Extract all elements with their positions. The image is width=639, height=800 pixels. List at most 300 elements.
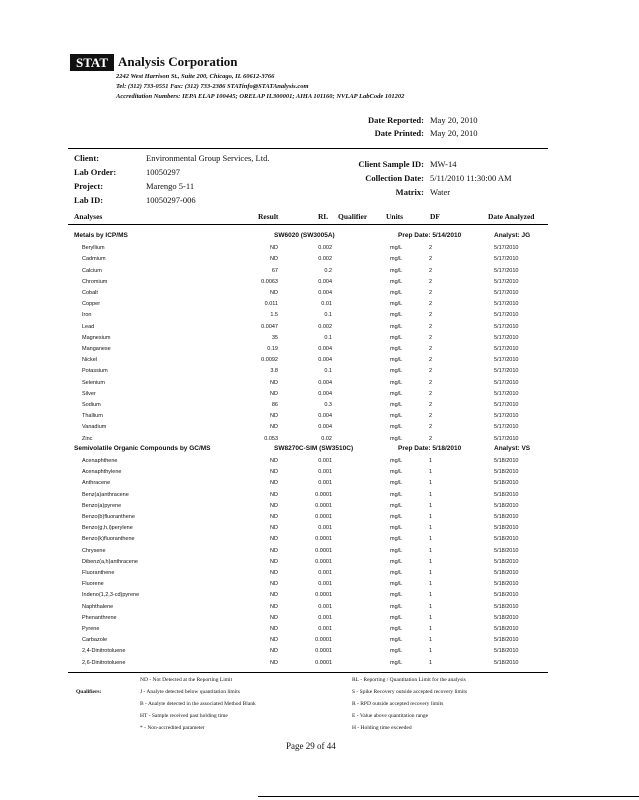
rl-value: 0.0001: [315, 536, 332, 543]
analyte-name: Benzo(b)fluoranthene: [82, 514, 135, 520]
df-value: 1: [429, 502, 433, 509]
units-value: mg/L: [390, 581, 403, 588]
rl-value: 0.0001: [315, 514, 332, 520]
rl-value: 0.001: [318, 570, 332, 576]
df-value: 1: [429, 514, 433, 520]
table-row: [0, 602, 639, 613]
rl-value: 0.001: [318, 525, 332, 532]
df-value: 2: [429, 278, 433, 285]
result-value: ND: [270, 570, 278, 576]
section-method: SW8270C-SIM (SW3510C): [274, 444, 354, 452]
units-value: mg/L: [390, 267, 403, 274]
table-row: [0, 478, 639, 489]
result-value: 0.19: [267, 346, 278, 352]
table-row: [0, 389, 639, 400]
units-value: mg/L: [390, 323, 403, 330]
table-row: [0, 568, 639, 579]
analyte-name: Cobalt: [82, 290, 98, 296]
rl-value: 0.0001: [315, 547, 332, 554]
section-prep-date: Prep Date: 5/18/2010: [398, 444, 462, 452]
table-row: [0, 546, 639, 557]
rl-value: 0.0001: [315, 558, 332, 565]
qualifier-right-0: RL - Reporting / Quantitation Limit for the analysis: [352, 677, 466, 683]
stat-logo: STAT: [70, 54, 114, 71]
qualifier-left-2: B - Analyte detected in the associated Method Blank: [140, 701, 256, 707]
units-value: mg/L: [390, 368, 403, 375]
result-value: ND: [270, 603, 278, 610]
table-row: [0, 366, 639, 377]
rl-value: 0.004: [318, 278, 332, 285]
units-value: mg/L: [390, 514, 403, 520]
rl-value: 0.0001: [315, 502, 332, 509]
df-value: 2: [429, 435, 433, 442]
table-row: [0, 322, 639, 333]
df-value: 1: [429, 469, 433, 476]
header-rule: [68, 148, 548, 149]
date-analyzed-value: 5/18/2010: [494, 536, 519, 543]
df-value: 2: [429, 256, 433, 263]
page-number: Page 29 of 44: [286, 741, 336, 751]
date-reported: May 20, 2010: [430, 115, 478, 125]
analyte-name: Benz(a)anthracene: [82, 491, 129, 498]
df-value: 2: [429, 390, 433, 397]
matrix-value: Water: [430, 187, 451, 197]
units-value: mg/L: [390, 502, 403, 509]
df-value: 1: [429, 648, 433, 655]
analyte-name: Cadmium: [82, 256, 106, 263]
project-value: Marengo 5-11: [146, 181, 195, 191]
result-value: ND: [270, 558, 278, 565]
units-value: mg/L: [390, 637, 403, 644]
section-header: [0, 232, 639, 243]
date-analyzed-value: 5/17/2010: [494, 290, 519, 296]
rl-value: 0.001: [318, 458, 332, 464]
analyte-name: Chromium: [82, 278, 108, 285]
analyte-name: Vanadium: [82, 424, 107, 431]
analyte-name: Fluorene: [82, 581, 104, 588]
analyte-name: Potassium: [82, 368, 108, 375]
units-value: mg/L: [390, 402, 403, 408]
rl-value: 0.3: [324, 402, 332, 408]
units-value: mg/L: [390, 379, 403, 386]
analyte-name: Iron: [82, 312, 92, 319]
rl-value: 0.004: [318, 424, 332, 431]
lab-order-label: Lab Order:: [74, 167, 117, 177]
units-value: mg/L: [390, 413, 403, 420]
analyte-name: Acenaphthylene: [82, 469, 122, 476]
analyte-name: Acenaphthene: [82, 458, 118, 464]
units-value: mg/L: [390, 558, 403, 565]
rl-value: 0.002: [318, 323, 332, 330]
date-analyzed-value: 5/18/2010: [494, 603, 519, 610]
df-value: 2: [429, 346, 433, 352]
result-value: 0.011: [264, 301, 278, 308]
qualifier-left-0: ND - Not Detected at the Reporting Limit: [140, 677, 233, 683]
lab-order-value: 10050297: [146, 167, 180, 177]
units-value: mg/L: [390, 435, 403, 442]
table-row: [0, 333, 639, 344]
df-value: 2: [429, 312, 433, 319]
qualifier-right-3: E - Value above quantitation range: [352, 713, 429, 719]
result-value: ND: [270, 379, 278, 386]
rl-value: 0.0001: [315, 491, 332, 498]
collection-date-label: Collection Date:: [365, 173, 424, 183]
rl-value: 0.002: [318, 256, 332, 263]
units-value: mg/L: [390, 547, 403, 554]
rl-value: 0.001: [318, 469, 332, 476]
result-value: ND: [270, 514, 278, 520]
units-value: mg/L: [390, 570, 403, 576]
rl-value: 0.0001: [315, 592, 332, 599]
analyte-name: Chrysene: [82, 547, 106, 554]
table-row: [0, 501, 639, 512]
rl-value: 0.002: [318, 245, 332, 252]
df-value: 2: [429, 245, 433, 252]
units-value: mg/L: [390, 491, 403, 498]
bottom-scan-rule: [258, 796, 639, 797]
table-row: [0, 355, 639, 366]
table-row: [0, 557, 639, 568]
units-value: mg/L: [390, 536, 403, 543]
units-value: mg/L: [390, 648, 403, 655]
date-analyzed-value: 5/17/2010: [494, 245, 519, 252]
qualifier-right-4: H - Holding time exceeded: [352, 725, 412, 731]
units-value: mg/L: [390, 659, 403, 666]
col-analyses: Analyses: [74, 212, 103, 221]
date-analyzed-value: 5/18/2010: [494, 480, 519, 487]
df-value: 1: [429, 603, 433, 610]
table-row: [0, 254, 639, 265]
date-printed-label: Date Printed:: [374, 128, 424, 138]
rl-value: 0.004: [318, 357, 332, 364]
analyte-name: Sodium: [82, 402, 101, 408]
qualifier-right-1: S - Spike Recovery outside accepted recovery limits: [352, 689, 468, 695]
df-value: 2: [429, 301, 433, 308]
company-name: Analysis Corporation: [118, 54, 238, 69]
analyte-name: Naphthalene: [82, 603, 114, 610]
matrix-label: Matrix:: [395, 187, 424, 197]
result-value: ND: [270, 491, 278, 498]
col-rl: RL: [318, 212, 329, 221]
table-row: [0, 512, 639, 523]
df-value: 1: [429, 570, 433, 576]
section-method: SW6020 (SW3005A): [274, 232, 335, 239]
rl-value: 0.001: [318, 614, 332, 621]
section-title: Metals by ICP/MS: [74, 232, 128, 239]
units-value: mg/L: [390, 334, 403, 341]
date-analyzed-value: 5/17/2010: [494, 312, 519, 319]
table-row: [0, 590, 639, 601]
result-value: ND: [270, 547, 278, 554]
date-analyzed-value: 5/18/2010: [494, 570, 519, 576]
units-value: mg/L: [390, 603, 403, 610]
date-analyzed-value: 5/17/2010: [494, 256, 519, 263]
df-value: 2: [429, 379, 433, 386]
units-value: mg/L: [390, 357, 403, 364]
qualifier-left-3: HT - Sample received past holding time: [140, 713, 228, 719]
date-analyzed-value: 5/18/2010: [494, 659, 519, 666]
result-value: ND: [270, 525, 278, 532]
df-value: 1: [429, 659, 433, 666]
analyte-name: Pyrene: [82, 626, 100, 632]
result-value: ND: [270, 290, 278, 296]
date-analyzed-value: 5/17/2010: [494, 346, 519, 352]
date-analyzed-value: 5/18/2010: [494, 558, 519, 565]
result-value: ND: [270, 592, 278, 599]
date-analyzed-value: 5/17/2010: [494, 413, 519, 420]
result-value: 0.0092: [261, 357, 278, 364]
units-value: mg/L: [390, 256, 403, 263]
result-value: 67: [271, 267, 278, 274]
analyte-name: Nickel: [82, 357, 97, 364]
table-row: [0, 456, 639, 467]
rl-value: 0.0001: [315, 648, 332, 655]
table-row: [0, 422, 639, 433]
qualifiers-label: Qualifiers:: [76, 689, 102, 695]
table-row: [0, 467, 639, 478]
analyte-name: Anthracene: [82, 480, 111, 487]
units-value: mg/L: [390, 626, 403, 632]
units-value: mg/L: [390, 424, 403, 431]
table-row: [0, 400, 639, 411]
analyte-name: Carbazole: [82, 637, 108, 644]
result-value: ND: [270, 245, 278, 252]
result-value: ND: [270, 626, 278, 632]
company-address: 2242 West Harrison St., Suite 200, Chicago, IL 60612-3766: [116, 73, 275, 80]
analyte-name: Benzo(g,h,i)perylene: [82, 525, 133, 532]
table-row: [0, 658, 639, 669]
table-row: [0, 624, 639, 635]
analyte-name: Phenanthrene: [82, 614, 117, 621]
units-value: mg/L: [390, 290, 403, 296]
table-row: [0, 277, 639, 288]
date-analyzed-value: 5/18/2010: [494, 514, 519, 520]
date-analyzed-value: 5/17/2010: [494, 357, 519, 364]
company-contact: Tel: (312) 733-0551 Fax: (312) 733-2386 STATinfo@STATAnalysis.com: [116, 83, 309, 90]
result-value: ND: [270, 536, 278, 543]
collection-date-value: 5/11/2010 11:30:00 AM: [430, 173, 512, 183]
units-value: mg/L: [390, 312, 403, 319]
rl-value: 0.01: [321, 301, 332, 308]
analyte-name: Fluoranthene: [82, 570, 115, 576]
table-row: [0, 310, 639, 321]
date-analyzed-value: 5/17/2010: [494, 402, 519, 408]
units-value: mg/L: [390, 301, 403, 308]
df-value: 1: [429, 480, 433, 487]
units-value: mg/L: [390, 480, 403, 487]
result-value: ND: [270, 659, 278, 666]
rl-value: 0.1: [324, 368, 332, 375]
section-title: Semivolatile Organic Compounds by GC/MS: [74, 444, 211, 452]
date-analyzed-value: 5/18/2010: [494, 626, 519, 632]
table-row: [0, 266, 639, 277]
df-value: 2: [429, 323, 433, 330]
col-result: Result: [258, 212, 279, 221]
table-row: [0, 344, 639, 355]
date-analyzed-value: 5/18/2010: [494, 469, 519, 476]
result-value: ND: [270, 390, 278, 397]
table-row: [0, 635, 639, 646]
col-qualifier: Qualifier: [338, 212, 368, 221]
rl-value: 0.02: [321, 435, 332, 442]
units-value: mg/L: [390, 469, 403, 476]
rl-value: 0.004: [318, 413, 332, 420]
lab-id-value: 10050297-006: [146, 195, 196, 205]
df-value: 1: [429, 558, 433, 565]
date-reported-label: Date Reported:: [368, 115, 424, 125]
date-analyzed-value: 5/18/2010: [494, 614, 519, 621]
result-value: 0.0063: [261, 278, 278, 285]
analyte-name: Thallium: [82, 413, 103, 420]
project-label: Project:: [74, 181, 104, 191]
date-analyzed-value: 5/18/2010: [494, 637, 519, 644]
units-value: mg/L: [390, 614, 403, 621]
units-value: mg/L: [390, 278, 403, 285]
table-row: [0, 243, 639, 254]
rl-value: 0.004: [318, 346, 332, 352]
result-value: ND: [270, 581, 278, 588]
df-value: 1: [429, 626, 433, 632]
analyte-name: Zinc: [82, 435, 93, 442]
table-row: [0, 288, 639, 299]
analyte-name: Manganese: [82, 346, 111, 352]
result-value: 1.5: [270, 312, 278, 319]
df-value: 2: [429, 290, 433, 296]
date-analyzed-value: 5/17/2010: [494, 390, 519, 397]
analyte-name: Beryllium: [82, 245, 105, 252]
df-value: 2: [429, 424, 433, 431]
table-row: [0, 378, 639, 389]
df-value: 1: [429, 581, 433, 588]
col-units: Units: [386, 212, 404, 221]
date-analyzed-value: 5/18/2010: [494, 648, 519, 655]
table-row: [0, 434, 639, 445]
table-row: [0, 646, 639, 657]
date-analyzed-value: 5/18/2010: [494, 592, 519, 599]
result-value: ND: [270, 413, 278, 420]
result-value: 86: [271, 402, 278, 408]
result-value: ND: [270, 648, 278, 655]
result-value: 35: [271, 334, 278, 341]
date-printed: May 20, 2010: [430, 128, 478, 138]
section-header: [0, 445, 639, 456]
column-header-rule: [68, 224, 548, 225]
section-analyst: Analyst: VS: [494, 444, 531, 452]
df-value: 2: [429, 368, 433, 375]
table-row: [0, 613, 639, 624]
result-value: ND: [270, 614, 278, 621]
date-analyzed-value: 5/18/2010: [494, 458, 519, 464]
result-value: ND: [270, 458, 278, 464]
date-analyzed-value: 5/18/2010: [494, 547, 519, 554]
result-value: ND: [270, 637, 278, 644]
df-value: 1: [429, 547, 433, 554]
analyte-name: 2,6-Dinitrotoluene: [82, 659, 126, 666]
date-analyzed-value: 5/17/2010: [494, 379, 519, 386]
accreditation-numbers: Accreditation Numbers: IEPA ELAP 100445; ORELAP IL300001; AIHA 101160; NVLAP LabCode 101202: [116, 93, 405, 100]
rl-value: 0.1: [324, 312, 332, 319]
rl-value: 0.1: [324, 334, 332, 341]
result-value: ND: [270, 424, 278, 431]
result-value: ND: [270, 469, 278, 476]
analyte-name: Magnesium: [82, 334, 111, 341]
rl-value: 0.004: [318, 290, 332, 296]
client-value: Environmental Group Services, Ltd.: [146, 153, 270, 163]
rl-value: 0.001: [318, 581, 332, 588]
df-value: 2: [429, 267, 433, 274]
date-analyzed-value: 5/18/2010: [494, 581, 519, 588]
result-value: 0.053: [264, 435, 278, 442]
df-value: 1: [429, 491, 433, 498]
qualifier-left-4: * - Non-accredited parameter: [140, 725, 205, 731]
date-analyzed-value: 5/17/2010: [494, 424, 519, 431]
rl-value: 0.001: [318, 480, 332, 487]
rl-value: 0.001: [318, 626, 332, 632]
footer-rule: [68, 672, 548, 673]
rl-value: 0.0001: [315, 637, 332, 644]
date-analyzed-value: 5/17/2010: [494, 368, 519, 375]
table-row: [0, 411, 639, 422]
result-value: 3.8: [270, 368, 278, 375]
result-value: 0.0047: [261, 323, 278, 330]
date-analyzed-value: 5/18/2010: [494, 491, 519, 498]
rl-value: 0.004: [318, 390, 332, 397]
df-value: 1: [429, 637, 433, 644]
date-analyzed-value: 5/17/2010: [494, 323, 519, 330]
sample-id-value: MW-14: [430, 159, 457, 169]
units-value: mg/L: [390, 390, 403, 397]
date-analyzed-value: 5/18/2010: [494, 525, 519, 532]
col-df: DF: [430, 212, 440, 221]
analyte-name: Benzo(k)fluoranthene: [82, 536, 135, 543]
result-value: ND: [270, 480, 278, 487]
qualifier-right-2: R - RPD outside accepted recovery limits: [352, 701, 444, 707]
analyte-name: Benzo(a)pyrene: [82, 502, 122, 509]
df-value: 1: [429, 614, 433, 621]
rl-value: 0.0001: [315, 659, 332, 666]
rl-value: 0.2: [324, 267, 332, 274]
analyte-name: Dibenz(a,h)anthracene: [82, 558, 138, 565]
units-value: mg/L: [390, 525, 403, 532]
analyte-name: Calcium: [82, 267, 102, 274]
date-analyzed-value: 5/17/2010: [494, 334, 519, 341]
units-value: mg/L: [390, 592, 403, 599]
date-analyzed-value: 5/17/2010: [494, 267, 519, 274]
df-value: 2: [429, 413, 433, 420]
df-value: 2: [429, 402, 433, 408]
table-row: [0, 299, 639, 310]
table-row: [0, 523, 639, 534]
rl-value: 0.001: [318, 603, 332, 610]
analyte-name: 2,4-Dinitrotoluene: [82, 648, 126, 655]
df-value: 1: [429, 592, 433, 599]
col-date-analyzed: Date Analyzed: [488, 212, 535, 221]
result-value: ND: [270, 256, 278, 263]
sample-id-label: Client Sample ID:: [358, 159, 424, 169]
analyte-name: Silver: [82, 390, 96, 397]
analyte-name: Selenium: [82, 379, 105, 386]
qualifier-left-1: J - Analyte detected below quantitation limits: [140, 689, 240, 695]
lab-id-label: Lab ID:: [74, 195, 104, 205]
analyte-name: Lead: [82, 323, 95, 330]
date-analyzed-value: 5/17/2010: [494, 301, 519, 308]
date-analyzed-value: 5/18/2010: [494, 502, 519, 509]
units-value: mg/L: [390, 346, 403, 352]
date-analyzed-value: 5/17/2010: [494, 278, 519, 285]
rl-value: 0.004: [318, 379, 332, 386]
table-row: [0, 534, 639, 545]
result-value: ND: [270, 502, 278, 509]
